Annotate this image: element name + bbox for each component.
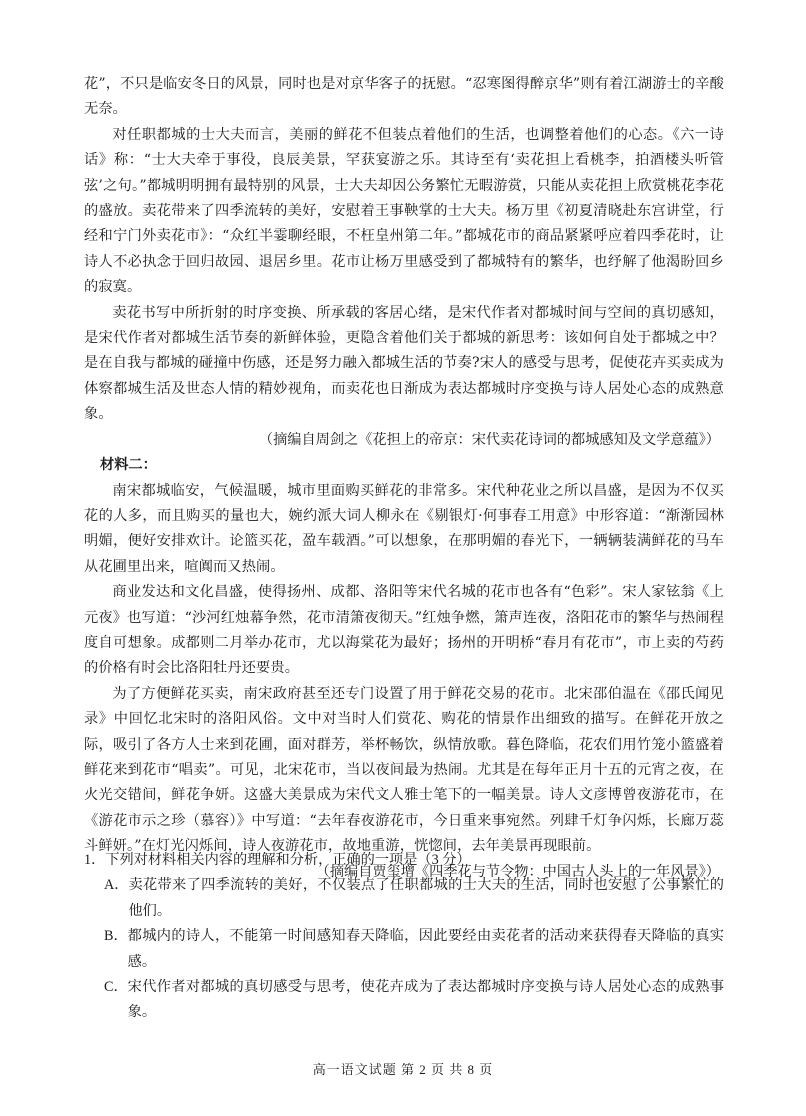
source-citation: （摘编自贾玺增《四季花与节令物：中国古人头上的一年风景》） [315,863,720,880]
option-b [104,924,724,975]
reading-passage [84,72,724,885]
material-two-heading: 材料二： [100,457,157,474]
passage-paragraph: 商业发达和文化昌盛，使得扬州、成都、洛阳等宋代名城的花市也各有“色彩”。宋人家铉翁《上元夜》也写道：“沙河红烛幕争然，花市清箫夜彻天。”红烛争燃，箫声连夜，洛阳花市的繁华与热闹程度自可想象。成都则二月举办花市，尤以海棠花为最好；扬州的开明桥“春月有花市”，市上卖的芍药的价格有时会比洛阳牡丹还要贵。 [84,584,724,677]
option-letter: B． [104,928,128,945]
passage-paragraph: 对任职都城的士大夫而言，美丽的鲜花不但装点着他们的生活，也调整着他们的心态。《六一诗话》称：“士大夫牵于事役，良辰美景，罕获宴游之乐。其诗至有‘卖花担上看桃李，拍酒楼头听管弦’之句。”都城明明拥有最特别的风景，士大夫却因公务繁忙无暇游赏，只能从卖花担上欣赏桃花李花的盛放。卖花带来了四季流转的美好，安慰着王事鞅掌的士大夫。杨万里《初夏清晓赴东宫讲堂，行经和宁门外卖花市》：“众红半霎聊经眼，不枉皇州第二年。”都城花市的商品紧紧呼应着四季花时，让诗人不必执念于回归故园、退居乡里。花市让杨万里感受到了都城特有的繁华，也纾解了他渴盼回乡的寂寞。 [84,126,724,296]
passage-paragraph: 南宋都城临安，气候温暖，城市里面购买鲜花的非常多。宋代种花业之所以昌盛，是因为不仅买花的人多，而且购买的量也大，婉约派大词人柳永在《剔银灯·何事春工用意》中形容道：“渐渐园林明媚，便好安排欢计。论篮买花，盈车载酒。”可以想象，在那明媚的春光下，一辆辆装满鲜花的马车从花圃里出来，喧阗而又热闹。 [84,482,724,575]
option-text: 卖花带来了四季流转的美好，不仅装点了任职都城的士大夫的生活，同时也安慰了公事繁忙的他们。 [128,877,724,919]
passage-paragraph: 花”，不只是临安冬日的风景，同时也是对京华客子的抚慰。“忍寒图得醉京华”则有着江湖游士的辛酸无奈。 [84,76,724,118]
option-a [104,873,724,924]
question-1 [84,848,724,1026]
question-stem: 1．下列对材料相关内容的理解和分析，正确的一项是（3 分） [84,852,471,868]
option-letter: A． [104,877,129,894]
option-text: 都城内的诗人，不能第一时间感知春天降临，因此要经由卖花者的活动来获得春天降临的真实感。 [127,928,724,970]
option-text: 宋代作者对都城的真切感受与思考，使花卉成为了表达都城时序变换与诗人居处心态的成熟事象。 [127,979,724,1021]
option-letter: C． [104,979,128,996]
option-c [104,975,724,1026]
passage-paragraph: 卖花书写中所折射的时序变换、所承载的客居心绪，是宋代作者对都城时间与空间的真切感知，是宋代作者对都城生活节奏的新鲜体验，更隐含着他们关于都城的新思考：该如何自处于都城之中？是在自我与都城的碰撞中伤感，还是努力融入都城生活的节奏?宋人的感受与思考，促使花卉买卖成为体察都城生活及世态人情的精妙视角，而卖花也日渐成为表达都城时序变换与诗人居处心态的成熟意象。 [84,304,724,423]
source-citation: （摘编自周剑之《花担上的帝京：宋代卖花诗词的都城感知及文学意蕴》） [258,431,720,448]
page-footer: 高一语文试题 第 2 页 共 8 页 [312,1062,494,1077]
passage-paragraph: 为了方便鲜花买卖，南宋政府甚至还专门设置了用于鲜花交易的花市。北宋邵伯温在《邵氏闻见录》中回忆北宋时的洛阳风俗。文中对当时人们赏花、购花的情景作出细致的描写。在鲜花开放之际，吸引了各方人士来到花圃，面对群芳，举杯畅饮，纵情放歌。暮色降临，花农们用竹笼小篮盛着鲜花来到花市“唱卖”。可见，北宋花市，当以夜间最为热闹。尤其是在每年正月十五的元宵之夜，在火光交错间，鲜花争妍。这盛大美景成为宋代文人雅士笔下的一幅美景。诗人文彦博曾夜游花市，在《游花市示之珍（慕容）》中写道：“去年春夜游花市，今日重来事宛然。列肆千灯争闪烁，长廊万蕊斗鲜妍。”在灯光闪烁间，诗人夜游花市，故地重游，恍惚间，去年美景再现眼前。 [84,685,724,855]
